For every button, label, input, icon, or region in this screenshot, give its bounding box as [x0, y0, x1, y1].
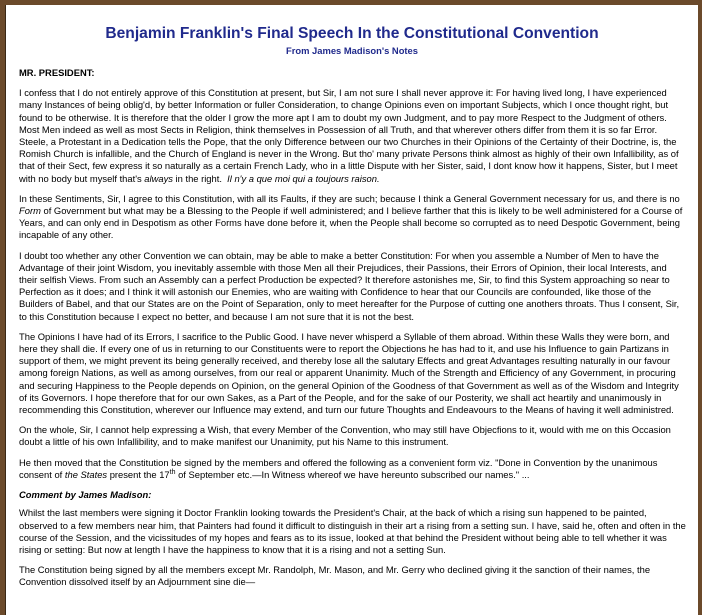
p2-text-a: In these Sentiments, Sir, I agree to this Constitution, with all its Faults, if they are such; because I think a General Government necessary for us, and there is no	[19, 192, 680, 204]
motion-paragraph	[19, 457, 687, 481]
p1-text: I confess that I do not entirely approve of this Constitution at present, but Sir, I am not sure I shall never approve it: For having lived long, I have experienced many Instances of being oblig'd, by better Information or fuller Consideration, to change Opinions even on important Subjects, which I once thought right, but found to be otherwise. It is therefore that the older I grow the more apt I am to doubt my own Judgment, and to pay more Respect to the Judgment of others. Most Men indeed as well as most Sects in Religion, think themselves in Possession of all Truth, and that wherever others differ from them it is so far Error. Steele, a Protestant in a Dedication tells the Pope, that the only Difference between our two Churches in their Opinions of the Certainty of their Doctrine, is, the Romish Church is infallible, and the Church of England is never in the Wrong. But tho' many private Persons think almost as highly of their own Infallibility, as of that of their Sect, few express it so naturally as a certain French Lady, who in a little Dispute with her Sister, said, I dont know how it happens, Sister, but I meet with no body but myself that's	[19, 87, 679, 184]
paragraph-2	[19, 193, 687, 242]
p2-form: Form	[19, 205, 41, 217]
page-title: Benjamin Franklin's Final Speech In the Constitutional Convention	[105, 25, 599, 42]
p1-always: always	[144, 172, 173, 184]
comment-paragraph-2: The Constitution being signed by all the members except Mr. Randolph, Mr. Mason, and Mr. Gerry who declined giving it the sanction of their names, the Convention dissolved itself by an Adjournment sine die—	[19, 564, 651, 588]
p1-right: in the right.	[172, 172, 222, 184]
comment-heading: Comment by James Madison:	[19, 489, 152, 501]
paragraph-3: I doubt too whether any other Convention we can obtain, may be able to make a better Constitution: For when you assemble a Number of Men to have the Advantage of their joint Wisdom, you inevitably assemble with those Men all their Prejudices, their Passions, their Errors of Opinion, their local Interests, and their selfish Views. From such an Assembly can a perfect Production be expected? It therefore astonishes me, Sir, to find this System approaching so near to Perfection as it does; and I think it will astonish our Enemies, who are waiting with Confidence to hear that our Councils are confounded, like those of the Builders of Babel, and that our States are on the Point of Separation, only to meet hereafter for the Purpose of cutting one anothers throats. Thus I consent, Sir, to this Constitution because I expect no better, and because I am not sure that it is not the best.	[19, 249, 680, 322]
motion-sup: th	[169, 468, 176, 476]
motion-text-a: He then moved that the Constitution be signed by the members and offered the following as a convenient form viz. "Done in Convention by the unanimous consent of	[19, 456, 658, 480]
page-subtitle: From James Madison's Notes	[286, 45, 418, 56]
motion-states: the States	[64, 468, 108, 480]
p2-text-b: of Government but what may be a Blessing to the People if well administered; and I believe farther that this is likely to be well administered for a Course of Years, and can only end in Despotism as other Forms have done before it, when the People shall become so corrupted as to need Despotic Government, being incapable of any other.	[19, 205, 683, 241]
p1-french: Il n'y a que moi qui a toujours raison.	[227, 172, 380, 184]
paragraph-4: The Opinions I have had of its Errors, I sacrifice to the Public Good. I have never whisperd a Syllable of them abroad. Within these Walls they were born, and here they shall die. If every one of us in returning to our Constituents were to report the Objections he has had to it, and use his Influence to gain Partizans in support of them, we might prevent its being generally received, and thereby lose all the salutary Effects and great Advantages resulting naturally in our favour among foreign Nations, as well as among ourselves, from our real or apparent Unanimity. Much of the Strength and Efficiency of any Government, in procuring and securing Happiness to the People depends on Opinion, on the general Opinion of the Goodness of that Government as well as of the Wisdom and Integrity of its Governors. I hope therefore that for our own Sakes, as a Part of the People, and for the sake of our Posterity, we shall act heartily and unanimously in recommending this Constitution, wherever our Influence may extend, and turn our future Thoughts and Endeavours to the Means of having it well administred.	[19, 330, 679, 416]
paragraph-1	[19, 87, 687, 185]
paragraph-5: On the whole, Sir, I cannot help expressing a Wish, that every Member of the Convention, who may still have Objecfions to it, would with me on this Occasion doubt a little of his own Infallibility, and to make manifest our Unanimity, put his Name to this instrument.	[19, 424, 671, 448]
motion-text-c: of September etc.—In Witness whereof we have hereunto subscribed our names." ...	[175, 468, 530, 480]
salutation: MR. PRESIDENT:	[19, 67, 95, 78]
comment-paragraph-1: Whilst the last members were signing it Doctor Franklin looking towards the President's Chair, at the back of which a rising sun happened to be painted, observed to a few members near him, that Painters had found it difficult to distinguish in their art a rising from a setting sun. I have, said he, often and often in the course of the Session, and the vicissitudes of my hopes and fears as to its issue, looked at that behind the President without being able to tell whether it was rising or setting: But now at length I have the happiness to know that it is a rising and not a setting Sun.	[19, 507, 686, 555]
motion-text-b: present the 17	[107, 468, 170, 480]
speech-content	[19, 67, 687, 597]
page-frame	[5, 5, 698, 615]
